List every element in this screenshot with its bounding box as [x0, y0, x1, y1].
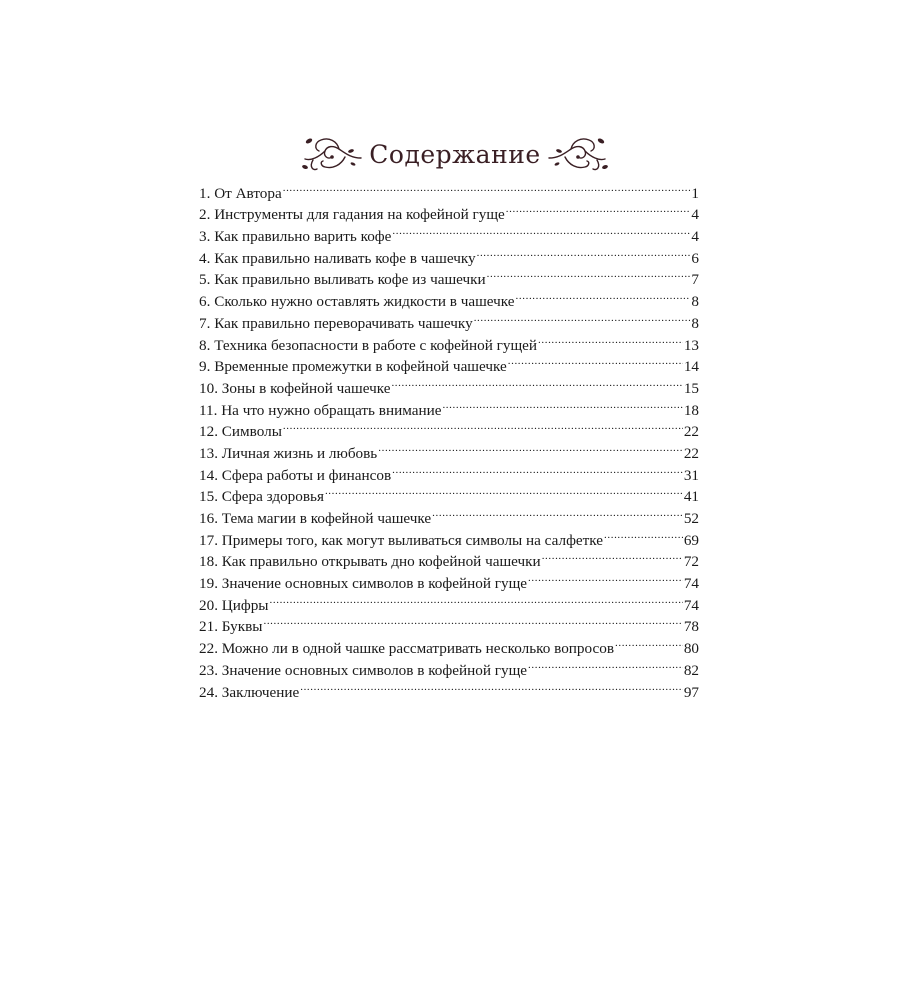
- toc-dot-leader: [263, 610, 682, 632]
- toc-entry-page-number: 52: [683, 510, 699, 527]
- toc-entry-label: 8. Техника безопасности в работе с кофейной гущей: [199, 336, 538, 354]
- toc-entry-label: 2. Инструменты для гадания на кофейной гуще: [199, 206, 505, 224]
- toc-entry-page-number: 22: [683, 444, 699, 462]
- floral-flourish-left-icon: [301, 131, 363, 177]
- toc-entry-label: 19. Значение основных символов в кофейной гуще: [199, 575, 528, 593]
- toc-entry-page-number: 8: [691, 314, 699, 332]
- table-of-contents: [199, 176, 699, 701]
- toc-dot-leader: [506, 198, 691, 220]
- toc-entry-page-number: 72: [683, 553, 699, 571]
- toc-entry: [199, 631, 699, 658]
- toc-entry-label: 1. От Автора: [199, 184, 282, 202]
- toc-entry-label: 21. Буквы: [199, 618, 263, 636]
- toc-dot-leader: [392, 219, 690, 241]
- toc-entry-page-number: 41: [683, 488, 699, 506]
- toc-dot-leader: [528, 653, 683, 675]
- toc-dot-leader: [442, 393, 682, 415]
- toc-dot-leader: [604, 523, 683, 545]
- toc-entry-label: 7. Как правильно переворачивать чашечку: [199, 314, 473, 332]
- toc-entry-label: 24. Заключение: [199, 683, 300, 701]
- toc-dot-leader: [477, 241, 691, 263]
- toc-entry-label: 11. На что нужно обращать внимание: [199, 401, 442, 419]
- toc-dot-leader: [487, 263, 691, 285]
- toc-entry-label: 10. Зоны в кофейной чашечке: [199, 379, 391, 397]
- toc-dot-leader: [283, 415, 683, 437]
- toc-entry-page-number: 8: [691, 293, 699, 311]
- toc-entry: [199, 176, 699, 202]
- toc-entry-label: 5. Как правильно выливать кофе из чашечки: [199, 271, 486, 289]
- toc-entry-page-number: 78: [683, 618, 699, 636]
- toc-entry-page-number: 97: [683, 683, 699, 701]
- toc-entry-label: 20. Цифры: [199, 596, 269, 614]
- toc-entry-page-number: 4: [691, 206, 699, 224]
- page-title: Содержание: [369, 139, 541, 169]
- toc-entry-page-number: 80: [683, 640, 699, 658]
- toc-entry-page-number: 1: [691, 184, 699, 202]
- title-header: [290, 128, 620, 180]
- toc-entry-page-number: 6: [691, 249, 699, 267]
- toc-entry-label: 3. Как правильно варить кофе: [199, 228, 392, 246]
- toc-entry-label: 23. Значение основных символов в кофейной гуще: [199, 661, 528, 679]
- toc-dot-leader: [391, 371, 682, 393]
- toc-entry-page-number: 4: [691, 228, 699, 246]
- toc-entry-label: 12. Символы: [199, 423, 282, 441]
- toc-dot-leader: [615, 631, 683, 653]
- toc-dot-leader: [538, 328, 683, 350]
- toc-entry: [199, 610, 699, 636]
- toc-dot-leader: [300, 675, 683, 697]
- toc-dot-leader: [542, 545, 683, 567]
- toc-entry-label: 18. Как правильно открывать дно кофейной чашечки: [199, 553, 541, 571]
- toc-dot-leader: [270, 588, 683, 610]
- toc-dot-leader: [516, 284, 691, 306]
- toc-entry-label: 22. Можно ли в одной чашке рассматривать несколько вопросов: [199, 640, 614, 658]
- toc-entry-page-number: 69: [683, 531, 699, 549]
- toc-dot-leader: [528, 566, 683, 588]
- toc-dot-leader: [283, 176, 691, 198]
- toc-entry-label: 13. Личная жизнь и любовь: [199, 444, 378, 462]
- toc-entry-label: 17. Примеры того, как могут выливаться символы на салфетке: [199, 531, 604, 549]
- toc-dot-leader: [392, 458, 683, 480]
- toc-entry: [199, 588, 699, 614]
- toc-entry-page-number: 74: [683, 575, 699, 593]
- floral-flourish-right-icon: [547, 131, 609, 177]
- toc-entry-page-number: 14: [683, 358, 699, 376]
- toc-entry-page-number: 22: [683, 423, 699, 441]
- toc-entry-label: 16. Тема магии в кофейной чашечке: [199, 510, 432, 527]
- toc-dot-leader: [508, 350, 683, 372]
- toc-entry-page-number: 15: [683, 379, 699, 397]
- toc-entry-page-number: 13: [683, 336, 699, 354]
- toc-entry-label: 4. Как правильно наливать кофе в чашечку: [199, 249, 476, 267]
- toc-entry-label: 14. Сфера работы и финансов: [199, 466, 392, 484]
- toc-dot-leader: [474, 306, 691, 328]
- toc-dot-leader: [378, 436, 683, 458]
- toc-entry-label: 9. Временные промежутки в кофейной чашечке: [199, 358, 507, 376]
- toc-entry-page-number: 82: [683, 661, 699, 679]
- toc-entry-label: 6. Сколько нужно оставлять жидкости в чашечке: [199, 293, 515, 311]
- toc-dot-leader: [325, 480, 683, 502]
- toc-entry-page-number: 74: [683, 596, 699, 614]
- toc-entry-label: 15. Сфера здоровья: [199, 488, 324, 506]
- toc-dot-leader: [432, 501, 683, 523]
- toc-entry-page-number: 18: [683, 401, 699, 419]
- toc-entry-page-number: 7: [691, 271, 699, 289]
- toc-entry-page-number: 31: [683, 466, 699, 484]
